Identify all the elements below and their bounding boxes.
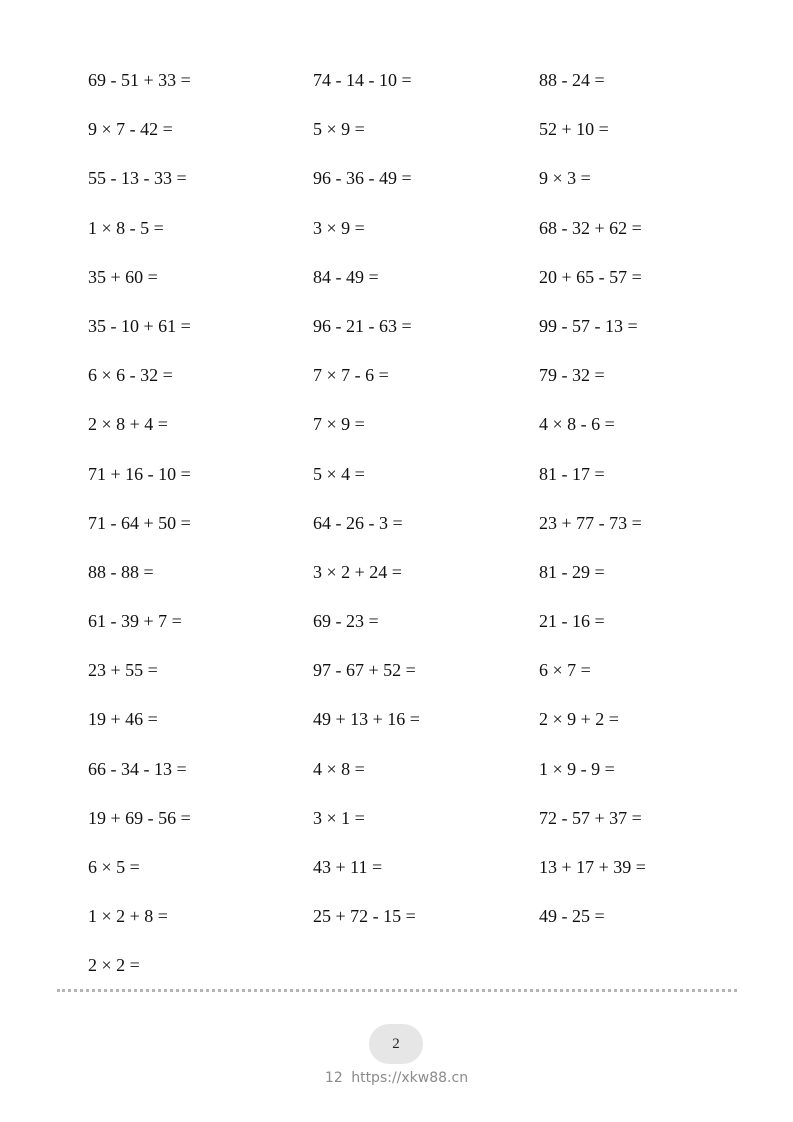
footer bbox=[0, 1070, 793, 1086]
math-problem: 74 - 14 - 10 = bbox=[313, 70, 412, 90]
math-problem: 71 + 16 - 10 = bbox=[88, 463, 191, 484]
math-problem: 13 + 17 + 39 = bbox=[539, 857, 646, 877]
math-problem: 5 × 9 = bbox=[313, 119, 365, 140]
math-problem: 97 - 67 + 52 = bbox=[313, 660, 416, 681]
math-problem: 9 × 7 - 42 = bbox=[88, 119, 173, 140]
math-problem: 21 - 16 = bbox=[539, 611, 605, 632]
problem-column-2 bbox=[313, 68, 533, 953]
footer-prefix: 12 bbox=[324, 1070, 343, 1086]
math-problem: 23 + 77 - 73 = bbox=[539, 512, 642, 533]
problem-column-1 bbox=[88, 68, 308, 1003]
math-problem: 23 + 55 = bbox=[88, 660, 158, 681]
math-problem: 7 × 9 = bbox=[313, 414, 365, 435]
math-problem: 88 - 88 = bbox=[88, 561, 154, 582]
math-problem: 1 × 9 - 9 = bbox=[539, 758, 615, 779]
math-problem: 19 + 69 - 56 = bbox=[88, 807, 191, 828]
math-problem: 20 + 65 - 57 = bbox=[539, 266, 642, 287]
math-problem: 49 + 13 + 16 = bbox=[313, 709, 420, 730]
math-problem: 52 + 10 = bbox=[539, 119, 609, 140]
dotted-divider bbox=[57, 989, 737, 992]
math-problem: 2 × 9 + 2 = bbox=[539, 709, 619, 730]
math-problem: 66 - 34 - 13 = bbox=[88, 758, 187, 779]
math-problem: 72 - 57 + 37 = bbox=[539, 807, 642, 828]
math-problem: 71 - 64 + 50 = bbox=[88, 512, 191, 533]
math-problem: 4 × 8 = bbox=[313, 758, 365, 779]
math-problem: 69 - 23 = bbox=[313, 611, 379, 632]
math-problem: 3 × 9 = bbox=[313, 217, 365, 238]
math-problem: 64 - 26 - 3 = bbox=[313, 512, 403, 533]
math-problem: 6 × 6 - 32 = bbox=[88, 365, 173, 386]
math-problem: 19 + 46 = bbox=[88, 709, 158, 730]
math-problem: 49 - 25 = bbox=[539, 906, 605, 927]
problem-column-3 bbox=[539, 68, 759, 953]
page-number-badge: 2 bbox=[369, 1024, 423, 1064]
math-problem: 4 × 8 - 6 = bbox=[539, 414, 615, 435]
math-problem: 55 - 13 - 33 = bbox=[88, 168, 187, 189]
math-problem: 3 × 2 + 24 = bbox=[313, 561, 402, 582]
footer-url: https://xkw88.cn bbox=[351, 1070, 469, 1086]
math-problem: 81 - 29 = bbox=[539, 561, 605, 582]
math-problem: 7 × 7 - 6 = bbox=[313, 365, 389, 386]
math-problem: 81 - 17 = bbox=[539, 463, 605, 484]
math-problem: 79 - 32 = bbox=[539, 365, 605, 386]
math-problem: 61 - 39 + 7 = bbox=[88, 611, 182, 632]
math-problem: 6 × 7 = bbox=[539, 660, 591, 681]
math-problem: 35 - 10 + 61 = bbox=[88, 315, 191, 336]
math-problem: 99 - 57 - 13 = bbox=[539, 315, 638, 336]
math-problem: 3 × 1 = bbox=[313, 807, 365, 828]
math-problem: 96 - 21 - 63 = bbox=[313, 315, 412, 336]
math-problem: 88 - 24 = bbox=[539, 70, 605, 90]
math-problem: 9 × 3 = bbox=[539, 168, 591, 189]
math-problem: 84 - 49 = bbox=[313, 266, 379, 287]
math-problem: 25 + 72 - 15 = bbox=[313, 906, 416, 927]
math-problem: 96 - 36 - 49 = bbox=[313, 168, 412, 189]
math-problem: 2 × 8 + 4 = bbox=[88, 414, 168, 435]
math-problem: 43 + 11 = bbox=[313, 857, 383, 877]
math-problem: 1 × 8 - 5 = bbox=[88, 217, 164, 238]
math-problem: 5 × 4 = bbox=[313, 463, 365, 484]
math-problem: 69 - 51 + 33 = bbox=[88, 70, 191, 90]
math-problem: 35 + 60 = bbox=[88, 266, 158, 287]
math-problem: 1 × 2 + 8 = bbox=[88, 906, 168, 927]
math-problem: 68 - 32 + 62 = bbox=[539, 217, 642, 238]
math-problem: 2 × 2 = bbox=[88, 955, 140, 976]
math-problem: 6 × 5 = bbox=[88, 857, 140, 877]
